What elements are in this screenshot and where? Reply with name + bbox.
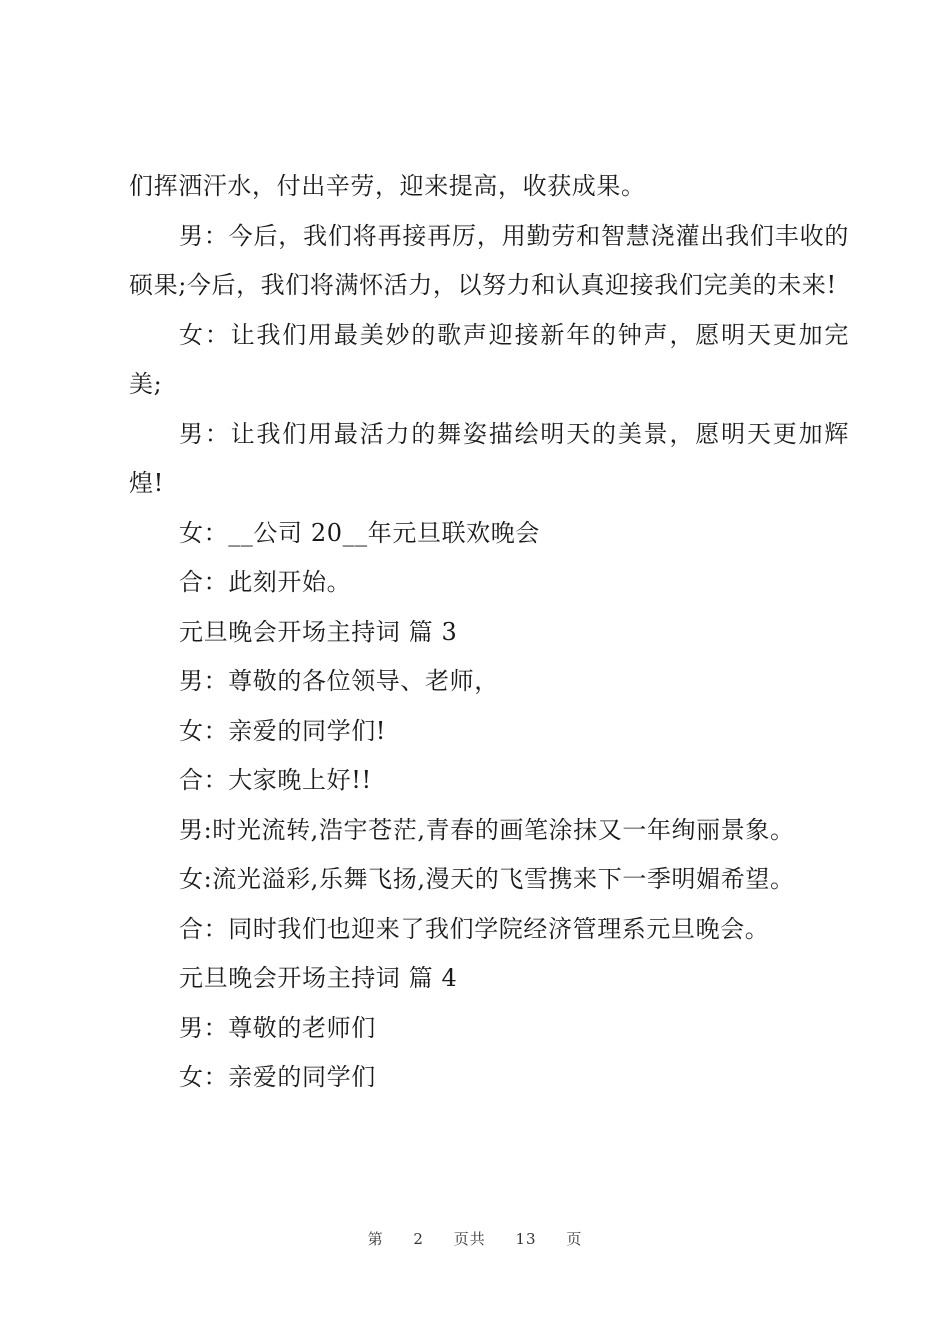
paragraph: 合：同时我们也迎来了我们学院经济管理系元旦晚会。 — [179, 914, 770, 943]
document-body — [129, 162, 849, 1103]
footer-label-middle: 页共 — [453, 1230, 486, 1248]
footer-label-prefix: 第 — [367, 1230, 384, 1248]
section-heading: 元旦晚会开场主持词 篇 4 — [179, 964, 458, 992]
paragraph: 们挥洒汗水，付出辛劳，迎来提高，收获成果。 — [129, 172, 646, 200]
page-footer — [0, 1228, 950, 1249]
paragraph: 女：让我们用最美妙的歌声迎接新年的钟声，愿明天更加完美; — [129, 320, 849, 398]
footer-current-page: 2 — [413, 1230, 424, 1248]
section-heading: 元旦晚会开场主持词 篇 3 — [179, 617, 458, 646]
paragraph: 女：亲爱的同学们! — [179, 716, 387, 745]
paragraph: 男：尊敬的老师们 — [179, 1013, 376, 1042]
paragraph: 女：亲爱的同学们 — [179, 1063, 376, 1091]
paragraph: 男：尊敬的各位领导、老师， — [179, 667, 499, 695]
paragraph: 合：此刻开始。 — [179, 568, 352, 596]
paragraph: 合：大家晚上好!! — [179, 766, 372, 794]
paragraph: 女:流光溢彩,乐舞飞扬,漫天的飞雪携来下一季明媚希望。 — [179, 865, 795, 893]
paragraph: 男:时光流转,浩宇苍茫,青春的画笔涂抹又一年绚丽景象。 — [179, 815, 795, 844]
paragraph: 女：__公司 20__年元旦联欢晚会 — [179, 518, 540, 547]
paragraph: 男：今后，我们将再接再厉，用勤劳和智慧浇灌出我们丰收的硕果;今后，我们将满怀活力，以努力和认真迎接我们完美的未来! — [129, 221, 849, 299]
footer-total-pages: 13 — [515, 1230, 537, 1248]
paragraph: 男：让我们用最活力的舞姿描绘明天的美景，愿明天更加辉煌! — [129, 419, 849, 497]
footer-label-suffix: 页 — [566, 1230, 583, 1248]
